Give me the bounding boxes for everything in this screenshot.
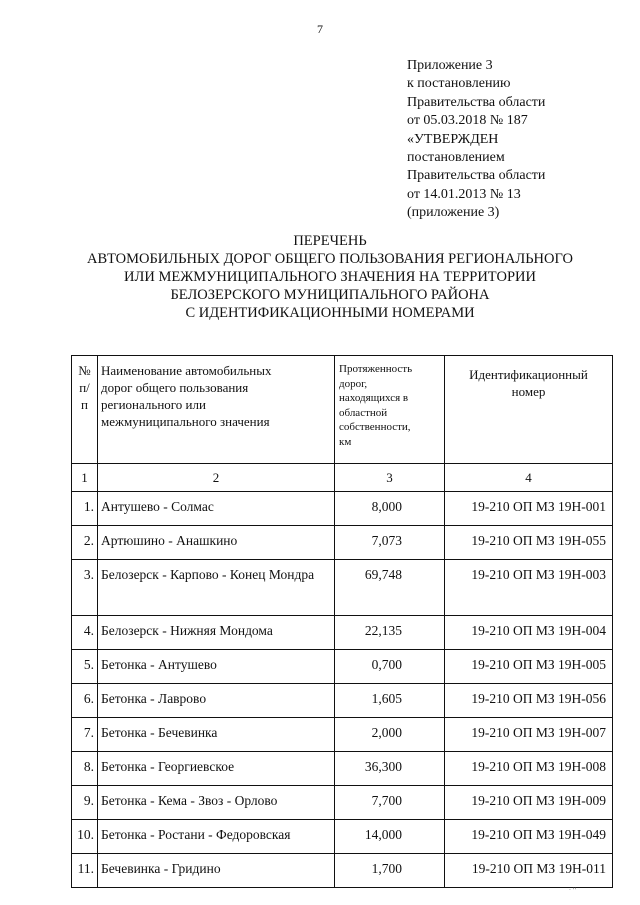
table-row [72, 752, 613, 786]
table-row [72, 616, 613, 650]
page-number: 7 [317, 22, 323, 36]
road-length: 8,000 [335, 492, 445, 526]
header-text: межмуниципального значения [101, 414, 270, 429]
road-id: 19-210 ОП МЗ 19Н-055 [445, 526, 613, 560]
road-length: 0,700 [335, 650, 445, 684]
road-id: 19-210 ОП МЗ 19Н-004 [445, 616, 613, 650]
row-number: 9. [72, 786, 98, 820]
title-line: АВТОМОБИЛЬНЫХ ДОРОГ ОБЩЕГО ПОЛЬЗОВАНИЯ РЕГИОНАЛЬНОГО [87, 251, 573, 267]
approval-line: от 14.01.2013 № 13 [407, 186, 521, 202]
table-row [72, 684, 613, 718]
header-id-number [445, 356, 613, 464]
road-id: 19-210 ОП МЗ 19Н-056 [445, 684, 613, 718]
column-number-row [72, 464, 613, 492]
road-id: 19-210 ОП МЗ 19Н-049 [445, 820, 613, 854]
header-text: регионального или [101, 397, 206, 412]
row-number: 1. [72, 492, 98, 526]
header-text: собственности, [339, 421, 411, 433]
column-number: 3 [335, 464, 445, 492]
header-length [335, 356, 445, 464]
road-length: 7,700 [335, 786, 445, 820]
approval-line: «УТВЕРЖДЕН [407, 131, 499, 147]
approval-line: Правительства области [407, 168, 546, 184]
corner-mark: · '' [569, 887, 577, 894]
row-number: 11. [72, 854, 98, 888]
row-number: 10. [72, 820, 98, 854]
header-text: номер [511, 384, 546, 399]
header-text: Протяженность [339, 363, 413, 375]
road-name: Антушево - Солмас [98, 492, 335, 526]
road-name: Бетонка - Антушево [98, 650, 335, 684]
road-length: 1,605 [335, 684, 445, 718]
road-id: 19-210 ОП МЗ 19Н-011 [445, 854, 613, 888]
header-number [72, 356, 98, 464]
title-line: БЕЛОЗЕРСКОГО МУНИЦИПАЛЬНОГО РАЙОНА [170, 287, 490, 303]
road-length: 1,700 [335, 854, 445, 888]
header-text: № [78, 363, 91, 378]
title-line: ПЕРЕЧЕНЬ [293, 233, 367, 249]
road-name: Артюшино - Анашкино [98, 526, 335, 560]
road-name: Бетонка - Кема - Звоз - Орлово [98, 786, 335, 820]
table-row [72, 854, 613, 888]
row-number: 5. [72, 650, 98, 684]
row-number: 6. [72, 684, 98, 718]
road-name: Бетонка - Бечевинка [98, 718, 335, 752]
column-number: 4 [445, 464, 613, 492]
road-name: Бетонка - Георгиевское [98, 752, 335, 786]
header-text: Наименование автомобильных [101, 363, 272, 378]
roads-table [71, 355, 613, 888]
header-text: дорог, [339, 377, 368, 390]
header-text: дорог общего пользования [101, 380, 249, 395]
road-name: Бечевинка - Гридино [98, 854, 335, 888]
header-road-name [98, 356, 335, 464]
road-length: 2,000 [335, 718, 445, 752]
table-row [72, 650, 613, 684]
row-number: 7. [72, 718, 98, 752]
road-id: 19-210 ОП МЗ 19Н-009 [445, 786, 613, 820]
table-row [72, 786, 613, 820]
column-number: 1 [72, 464, 98, 492]
column-number: 2 [98, 464, 335, 492]
road-id: 19-210 ОП МЗ 19Н-008 [445, 752, 613, 786]
road-length: 7,073 [335, 526, 445, 560]
table-row [72, 718, 613, 752]
road-id: 19-210 ОП МЗ 19Н-003 [445, 560, 613, 616]
approval-line: (приложение 3) [407, 205, 500, 221]
approval-line: от 05.03.2018 № 187 [407, 113, 528, 129]
table-row [72, 560, 613, 616]
approval-block [407, 57, 627, 223]
approval-line: к постановлению [407, 76, 511, 92]
table-header-row [72, 356, 613, 464]
table-row [72, 820, 613, 854]
row-number: 4. [72, 616, 98, 650]
road-name: Бетонка - Лаврово [98, 684, 335, 718]
road-name: Белозерск - Нижняя Мондома [98, 616, 335, 650]
road-name: Бетонка - Ростани - Федоровская [98, 820, 335, 854]
document-title [20, 232, 640, 322]
row-number: 2. [72, 526, 98, 560]
table-row [72, 526, 613, 560]
title-line: ИЛИ МЕЖМУНИЦИПАЛЬНОГО ЗНАЧЕНИЯ НА ТЕРРИТОРИИ [124, 269, 536, 285]
approval-line: постановлением [407, 150, 505, 166]
road-length: 36,300 [335, 752, 445, 786]
table-body [72, 492, 613, 888]
header-text: находящихся в [339, 392, 409, 404]
header-text: п/п [79, 380, 90, 412]
approval-line: Правительства области [407, 94, 546, 110]
road-length: 69,748 [335, 560, 445, 616]
header-text: Идентификационный [469, 367, 588, 382]
title-line: С ИДЕНТИФИКАЦИОННЫМИ НОМЕРАМИ [185, 305, 475, 321]
row-number: 8. [72, 752, 98, 786]
road-id: 19-210 ОП МЗ 19Н-007 [445, 718, 613, 752]
road-id: 19-210 ОП МЗ 19Н-005 [445, 650, 613, 684]
header-text: областной [339, 406, 388, 419]
header-text: км [339, 435, 352, 448]
approval-line: Приложение 3 [407, 58, 493, 73]
row-number: 3. [72, 560, 98, 616]
road-length: 22,135 [335, 616, 445, 650]
road-name: Белозерск - Карпово - Конец Мондра [98, 560, 335, 616]
road-length: 14,000 [335, 820, 445, 854]
table-row [72, 492, 613, 526]
road-id: 19-210 ОП МЗ 19Н-001 [445, 492, 613, 526]
